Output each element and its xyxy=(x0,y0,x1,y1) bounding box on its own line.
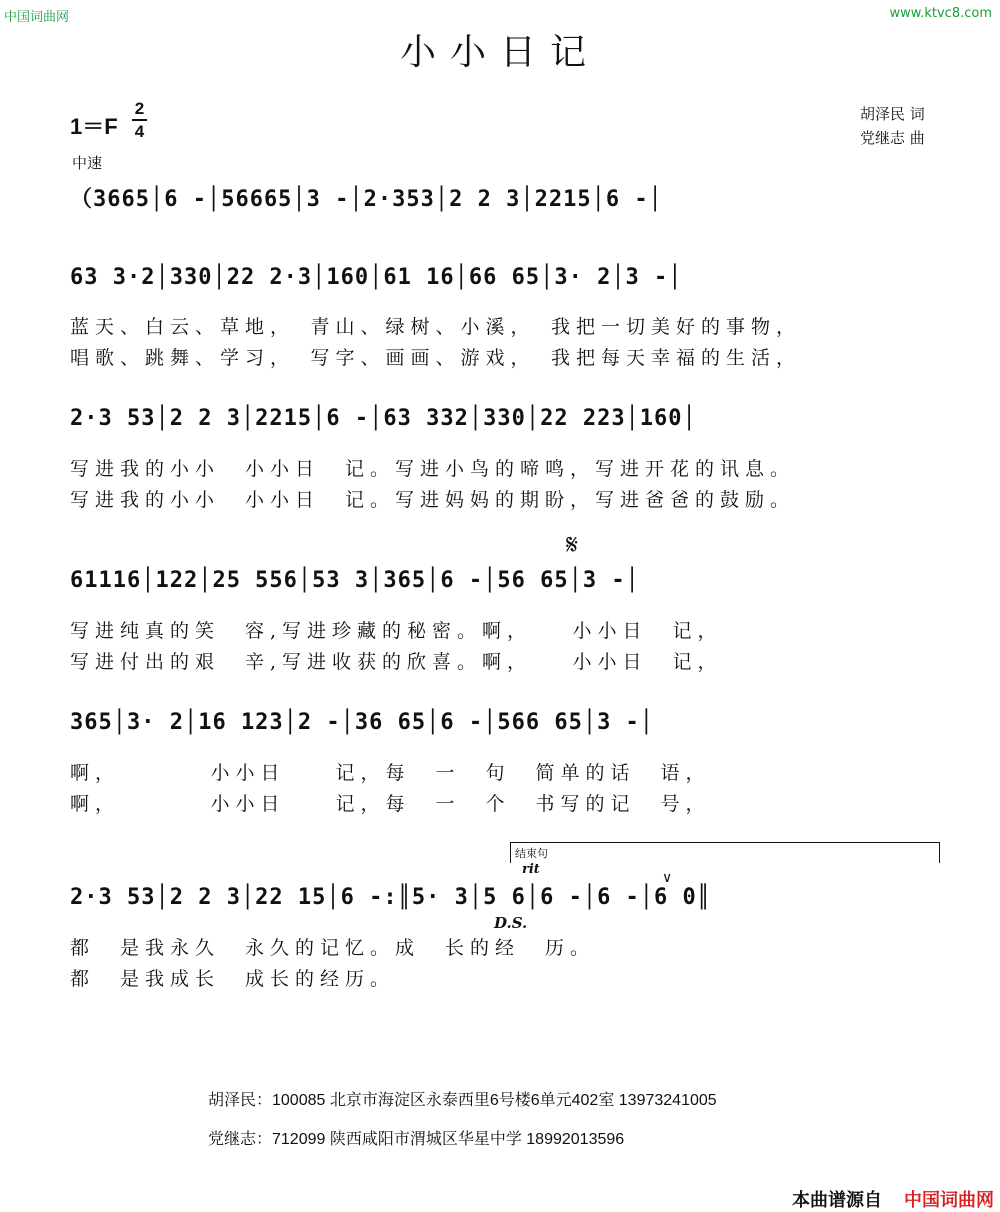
time-bottom: 4 xyxy=(134,122,145,141)
lyric-line-5-verse-1: 啊， 小小日 记，每 一 句 简单的话 语， xyxy=(70,762,711,784)
lyric-line-3-verse-2: 写进我的小小 小小日 记。写进妈妈的期盼，写进爸爸的鼓励。 xyxy=(70,489,796,511)
key-signature: 1＝F xyxy=(70,114,118,139)
song-title: 小小日记 xyxy=(399,32,600,73)
dal-segno-marking: D.S. xyxy=(494,914,528,932)
lyric-line-6-verse-1: 都 是我永久 永久的记忆。成 长的经 历。 xyxy=(70,937,596,959)
composer-credit: 党继志 曲 xyxy=(860,129,925,147)
site-logo-text[interactable]: 中国词曲网 xyxy=(4,10,70,25)
lyric-line-6-verse-2: 都 是我成长 成长的经历。 xyxy=(70,968,396,990)
tempo-marking: 中速 xyxy=(72,154,103,172)
lyric-line-2-verse-1: 蓝天、白云、草地， 青山、绿树、小溪， 我把一切美好的事物， xyxy=(70,316,802,338)
site-url[interactable]: www.ktvc8.com xyxy=(889,6,992,21)
address-composer: 党继志：712099 陕西咸阳市渭城区华星中学 18992013596 xyxy=(208,1131,625,1148)
notation-line-1: （3665│6 -│56665│3 -│2·353│2 2 3│2215│6 -│ xyxy=(70,187,663,212)
notation-line-6: 2·3 53│2 2 3│22 15│6 -:║5· 3│5 6│6 -│6 -│6 0║ xyxy=(70,885,712,910)
notation-line-2: 63 3·2│330│22 2·3│160│61 16│66 65│3· 2│3 -│ xyxy=(70,265,683,290)
breath-mark: ∨ xyxy=(662,870,673,886)
lyric-line-2-verse-2: 唱歌、跳舞、学习， 写字、画画、游戏， 我把每天幸福的生活， xyxy=(70,347,802,369)
lyric-line-5-verse-2: 啊， 小小日 记，每 一 个 书写的记 号， xyxy=(70,793,711,815)
time-top: 2 xyxy=(134,99,145,118)
lyricist-credit: 胡泽民 词 xyxy=(860,105,925,123)
ending-bracket xyxy=(510,842,940,863)
lyric-line-4-verse-1: 写进纯真的笑 容,写进珍藏的秘密。啊， 小小日 记， xyxy=(70,620,723,642)
ending-label: 结束句 xyxy=(515,847,548,860)
notation-line-4: 61116│122│25 556│53 3│365│6 -│56 65│3 -│ xyxy=(70,568,640,593)
footer-site-link[interactable]: 中国词曲网 xyxy=(904,1190,994,1211)
lyric-line-4-verse-2: 写进付出的艰 辛,写进收获的欣喜。啊， 小小日 记， xyxy=(70,651,723,673)
address-lyricist: 胡泽民：100085 北京市海淀区永泰西里6号楼6单元402室 13973241005 xyxy=(208,1092,717,1109)
time-signature xyxy=(132,100,147,140)
footer-source-label: 本曲谱源自 xyxy=(792,1190,882,1211)
segno-sign: 𝄋 xyxy=(566,528,579,561)
notation-line-5: 365│3· 2│16 123│2 -│36 65│6 -│566 65│3 -│ xyxy=(70,710,655,735)
notation-line-3: 2·3 53│2 2 3│2215│6 -│63 332│330│22 223│160│ xyxy=(70,406,697,431)
time-divider xyxy=(132,119,147,121)
lyric-line-3-verse-1: 写进我的小小 小小日 记。写进小鸟的啼鸣，写进开花的讯息。 xyxy=(70,458,796,480)
rit-marking: rit xyxy=(522,862,540,877)
